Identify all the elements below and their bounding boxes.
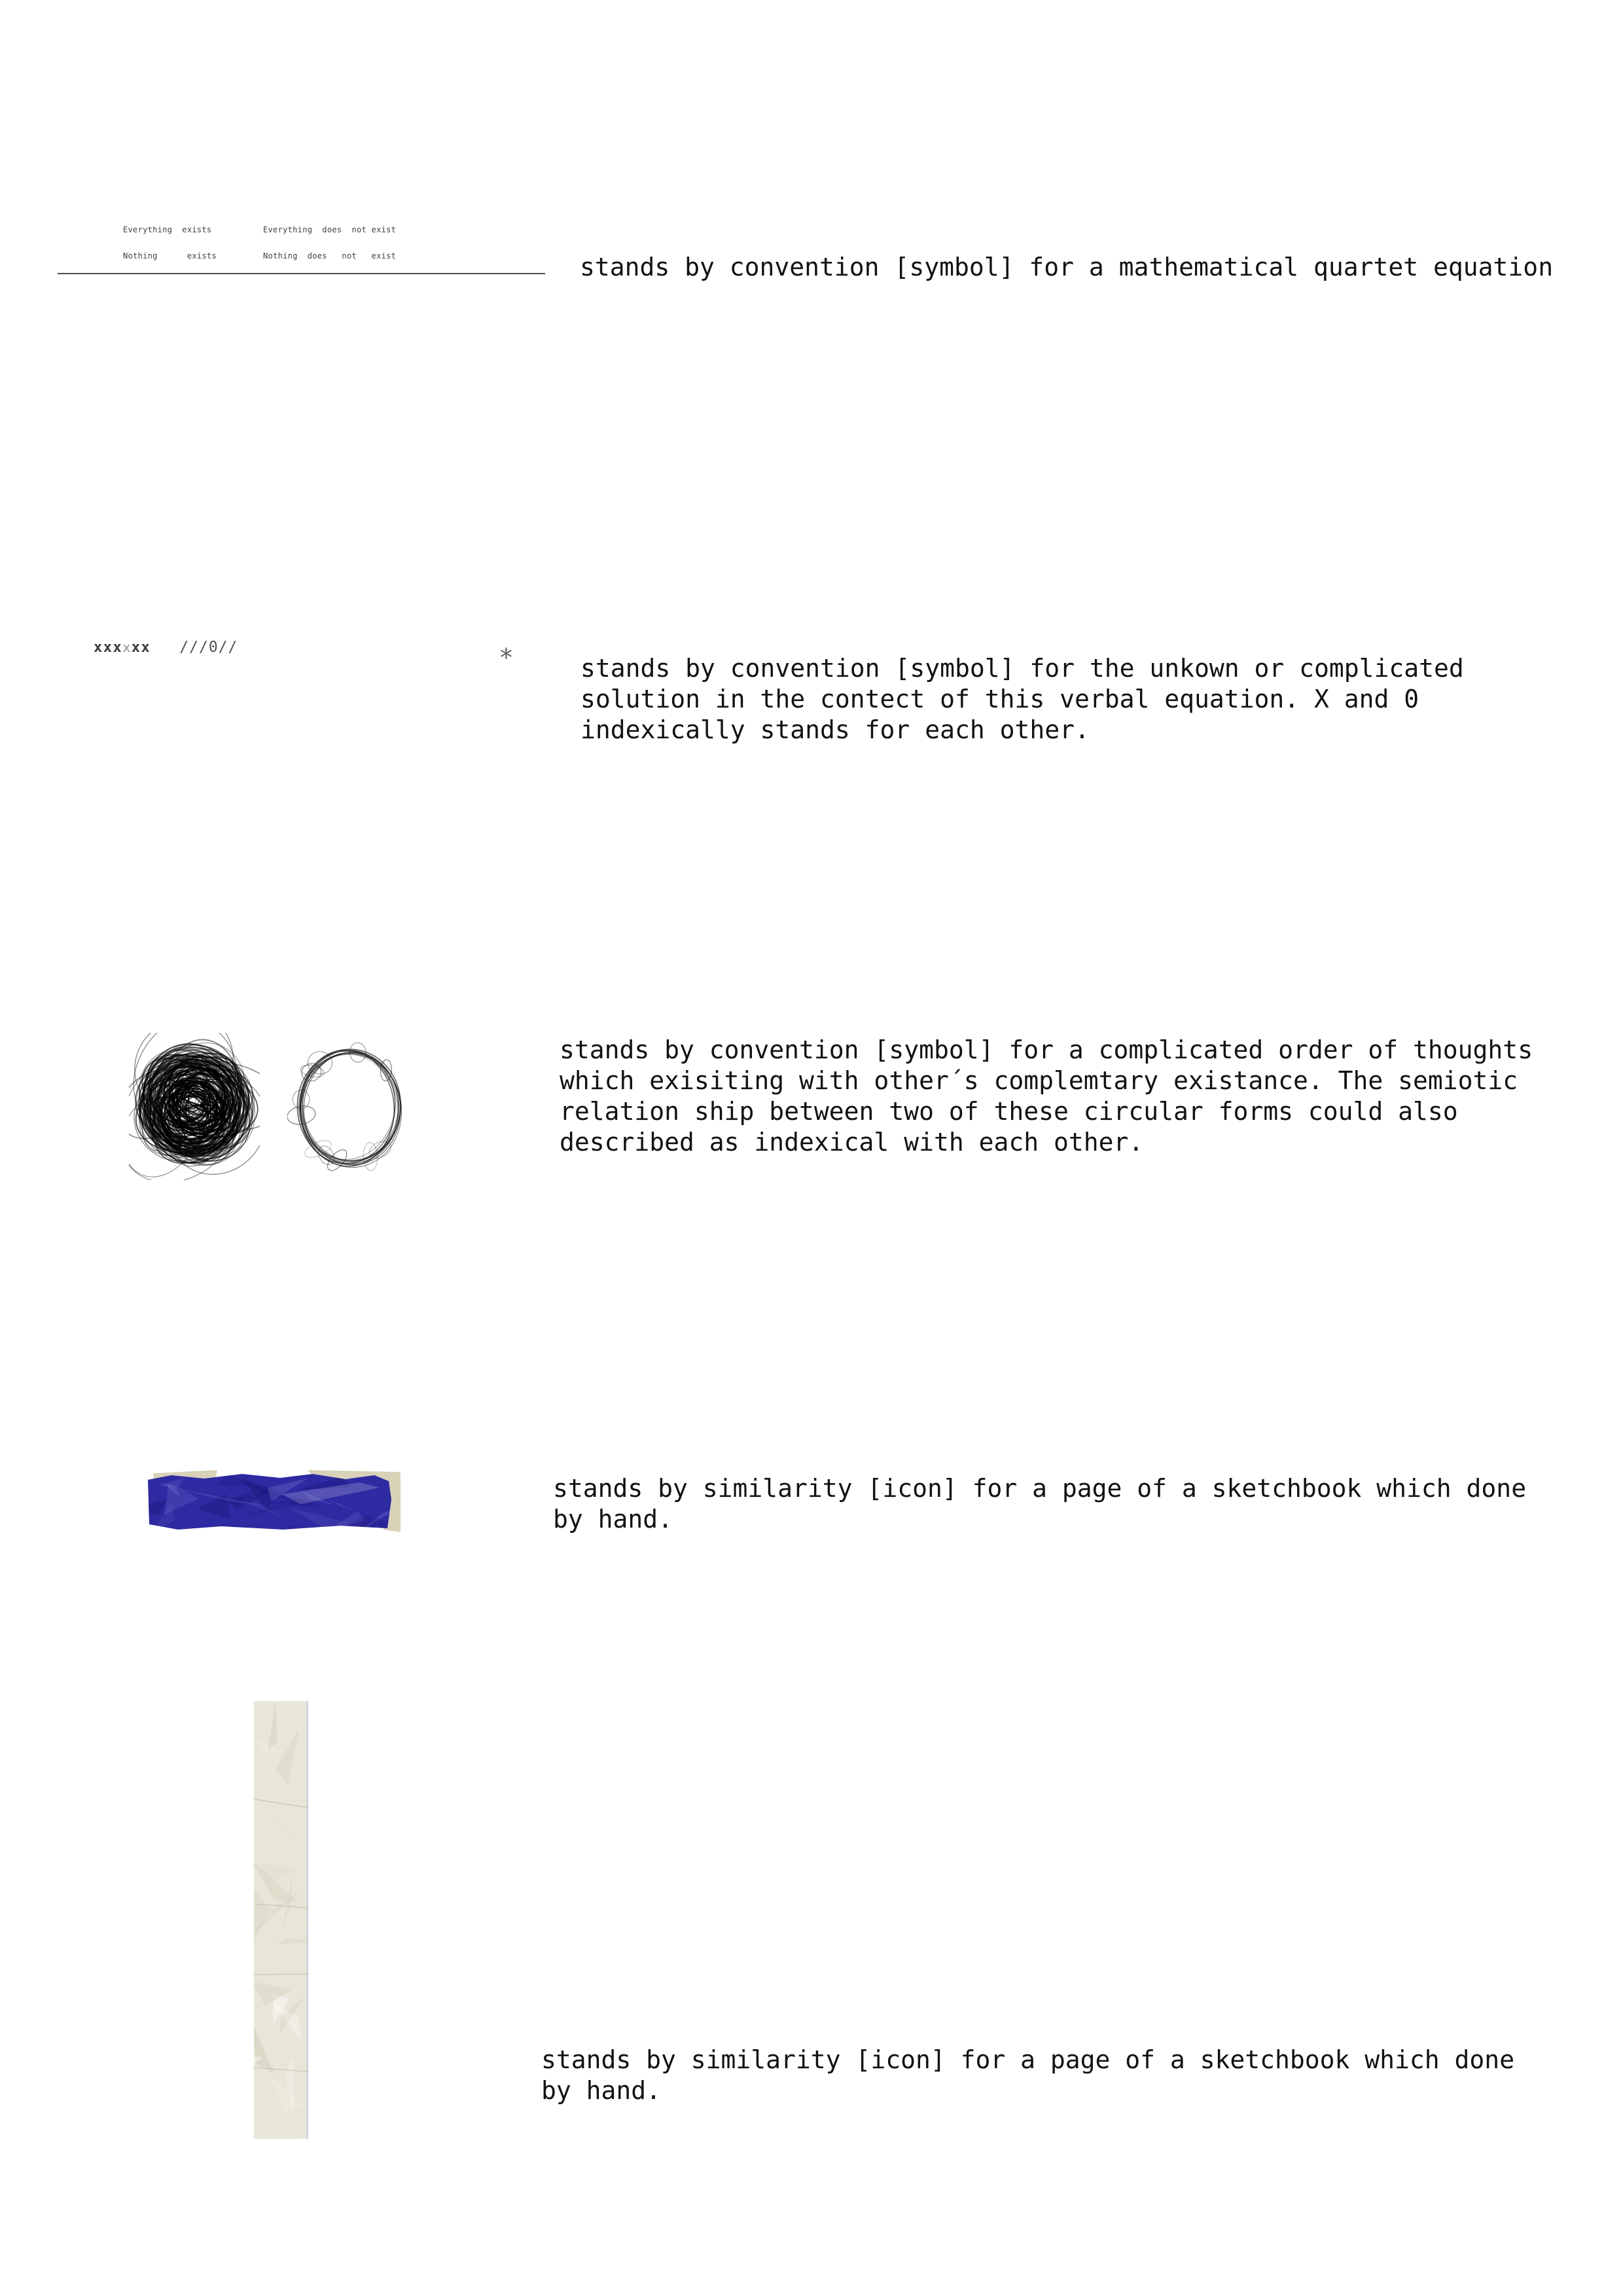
caption-line: indexically stands for each other. [580,715,1090,744]
symbol-x-bold-right: xx [131,639,151,656]
scribbled-circle-outline-icon [287,1039,412,1175]
caption-line: stands by similarity [icon] for a page of a sketchbook which done [553,1474,1527,1503]
symbol-x-light: x [122,639,132,655]
caption-line: described as indexical with each other. [560,1128,1144,1157]
caption-sketchbook-blue [553,1473,1526,1535]
quartet-cell-everything-exists: Everything exists [123,225,212,234]
caption-unknown-solution [580,653,1464,745]
quartet-equation-table [123,217,396,269]
caption-sketchbook-cream [541,2045,1514,2106]
caption-line: solution in the contect of this verbal equation. X and 0 [580,685,1419,713]
quartet-cell-nothing-exists: Nothing exists [123,251,217,260]
caption-line: stands by similarity [icon] for a page of a sketchbook which done [541,2045,1515,2074]
caption-quartet-equation [580,252,1553,283]
caption-line: stands by convention [symbol] for a mathematical quartet equation [580,253,1554,281]
asterisk-marker: * [499,643,514,672]
quartet-cell-everything-does-not-exist: Everything does not exist [263,225,397,234]
caption-line: relation ship between two of these circular forms could also [560,1097,1458,1126]
symbol-x-bold-left: xxx [94,639,123,656]
cream-crumpled-paper-image [254,1701,308,2139]
caption-line: by hand. [541,2076,662,2105]
equation-underline [58,273,545,274]
unknown-symbol-group [94,639,238,656]
blue-crumpled-tape-image [144,1468,401,1537]
quartet-cell-nothing-does-not-exist: Nothing does not exist [263,251,397,260]
caption-line: stands by convention [symbol] for the unkown or complicated [580,654,1464,683]
caption-circular-forms [560,1035,1533,1158]
caption-line: by hand. [553,1505,673,1534]
caption-line: stands by convention [symbol] for a complicated order of thoughts [560,1035,1533,1064]
tangled-scribble-ball-icon [129,1033,260,1180]
caption-line: which exisiting with other´s complemtary existance. The semiotic [560,1066,1518,1095]
symbol-slashes-zero: ///0// [179,639,238,656]
